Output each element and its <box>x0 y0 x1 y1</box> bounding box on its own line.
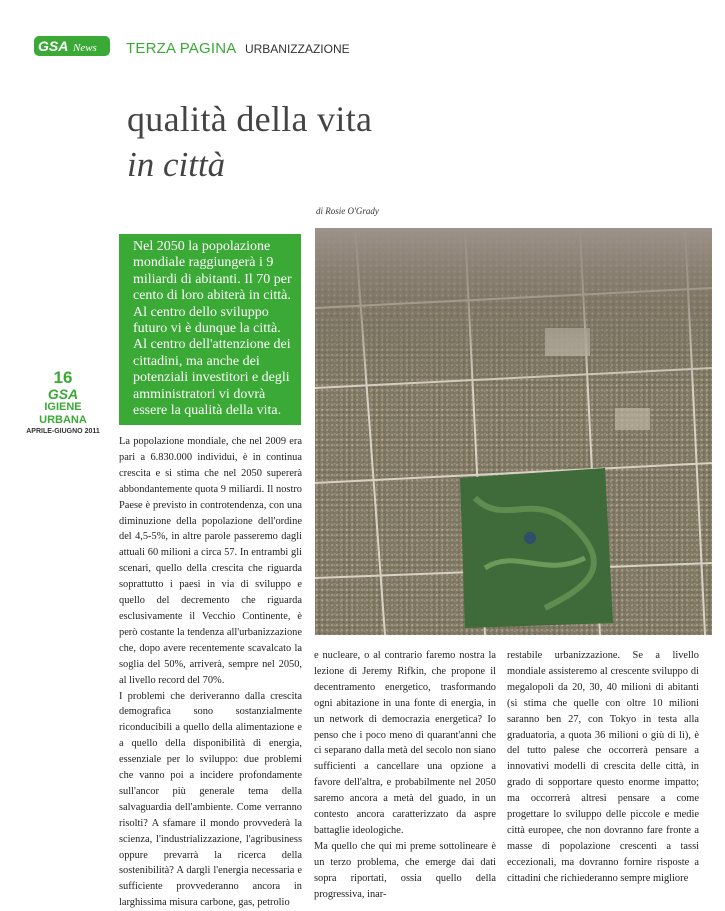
body-paragraph: La popolazione mondiale, che nel 2009 era pari a 6.830.000 individui, è in continua crescita e si stima che nel 2050 supererà abbondantemente quota 9 miliardi. Il nostro Paese è previsto in controtendenza, con una diminuzione della popolazione dell'ordine del 4,5-5%, in altre parole passeremo dagli attuali 60 milioni a circa 57. In entrambi gli scenari, quello della crescita che riguarda soprattutto i paesi in via di sviluppo e quello del decremento che riguarda esclusivamente il Vecchio Continente, è però costante la tendenza all'urbanizzazione che, dopo avere recentemente scavalcato la soglia del 50%, arriverà, sempre nel 2050, al livello record del 70%. <box>119 434 302 689</box>
section-label: TERZA PAGINA <box>126 40 236 57</box>
page-info <box>24 369 102 436</box>
publication-name: IGIENE URBANA <box>24 401 102 427</box>
article-title-line1: qualità della vita <box>127 98 372 140</box>
body-paragraph: e nucleare, o al contrario faremo nostra la lezione di Jeremy Rifkin, che propone il decentramento energetico, trasformando ogni abitazione in una fonte di energia, in un network di democrazia energetica? Io penso che i poco meno di quarant'anni che ci separano dalla metà del secolo non siano sufficienti a cancellare una opzione a favore dell'altra, e probabilmente nel 2050 saremo ancora a metà del guado, in un contesto ancora caratterizzato da aspre battaglie ideologiche. <box>314 648 496 839</box>
body-paragraph: restabile urbanizzazione. Se a livello mondiale assisteremo al crescente sviluppo di megalopoli da 20, 30, 40 milioni di abitanti (si stima che quelle con oltre 10 milioni saranno ben 27, con Tokyo in testa alla graduatoria, a quota 36 milioni o giù di lì), è del tutto palese che occorrerà pensare a innovativi modelli di crescita delle città, in grado di sopportare questo enorme impatto; ma occorrerà altresì pensare a come progettare lo sviluppo delle piccole e medie città europee, che non dovranno fare fronte a masse di popolazione crescenti a tassi eccezionali, ma dovranno fornire risposte a cittadini che richiederanno sempre migliore <box>507 648 699 887</box>
topic-label: URBANIZZAZIONE <box>245 42 350 56</box>
gsa-news-logo <box>34 36 110 56</box>
aerial-city-photo <box>315 228 712 635</box>
body-paragraph: Ma quello che qui mi preme sottolineare è un terzo problema, che emerge dai dati sopra riportati, ossia quello della progressiva, inar- <box>314 839 496 903</box>
svg-text:GSA: GSA <box>38 38 68 54</box>
section-header <box>126 40 350 58</box>
svg-text:News: News <box>72 42 97 54</box>
issue-date: APRILE-GIUGNO 2011 <box>24 427 102 436</box>
page-number: 16 <box>24 369 102 387</box>
article-title-line2: in città <box>127 145 225 185</box>
body-column-3 <box>507 648 699 887</box>
body-paragraph: I problemi che deriveranno dalla crescita demografica sono sostanzialmente riconducibili a quello della alimentazione e a quello della disponibilità di energia, essenziale per lo sviluppo: due problemi che vanno poi a incidere profondamente sull'ancor più generale tema della salvaguardia dell'ambiente. Come verranno risolti? A sfamare il mondo provvederà la scienza, l'industrializzazione, l'agribusiness oppure prevarrà la ricerca della sostenibilità? A dargli l'energia necessaria e sufficiente provvederanno ancora in larghissima misura carbone, gas, petrolio <box>119 689 302 911</box>
byline: di Rosie O'Grady <box>316 206 379 216</box>
lead-paragraph: Nel 2050 la popolazione mondiale raggiungerà i 9 miliardi di abitanti. Il 70 per cento di loro abiterà in città. Al centro dello sviluppo futuro vi è dunque la città. Al centro dell'attenzione dei cittadini, ma anche dei potenziali investitori e degli amministratori vi dovrà essere la qualità della vita. <box>119 234 301 425</box>
body-column-1 <box>119 434 302 911</box>
magazine-name: GSA <box>24 387 102 401</box>
body-column-2 <box>314 648 496 903</box>
